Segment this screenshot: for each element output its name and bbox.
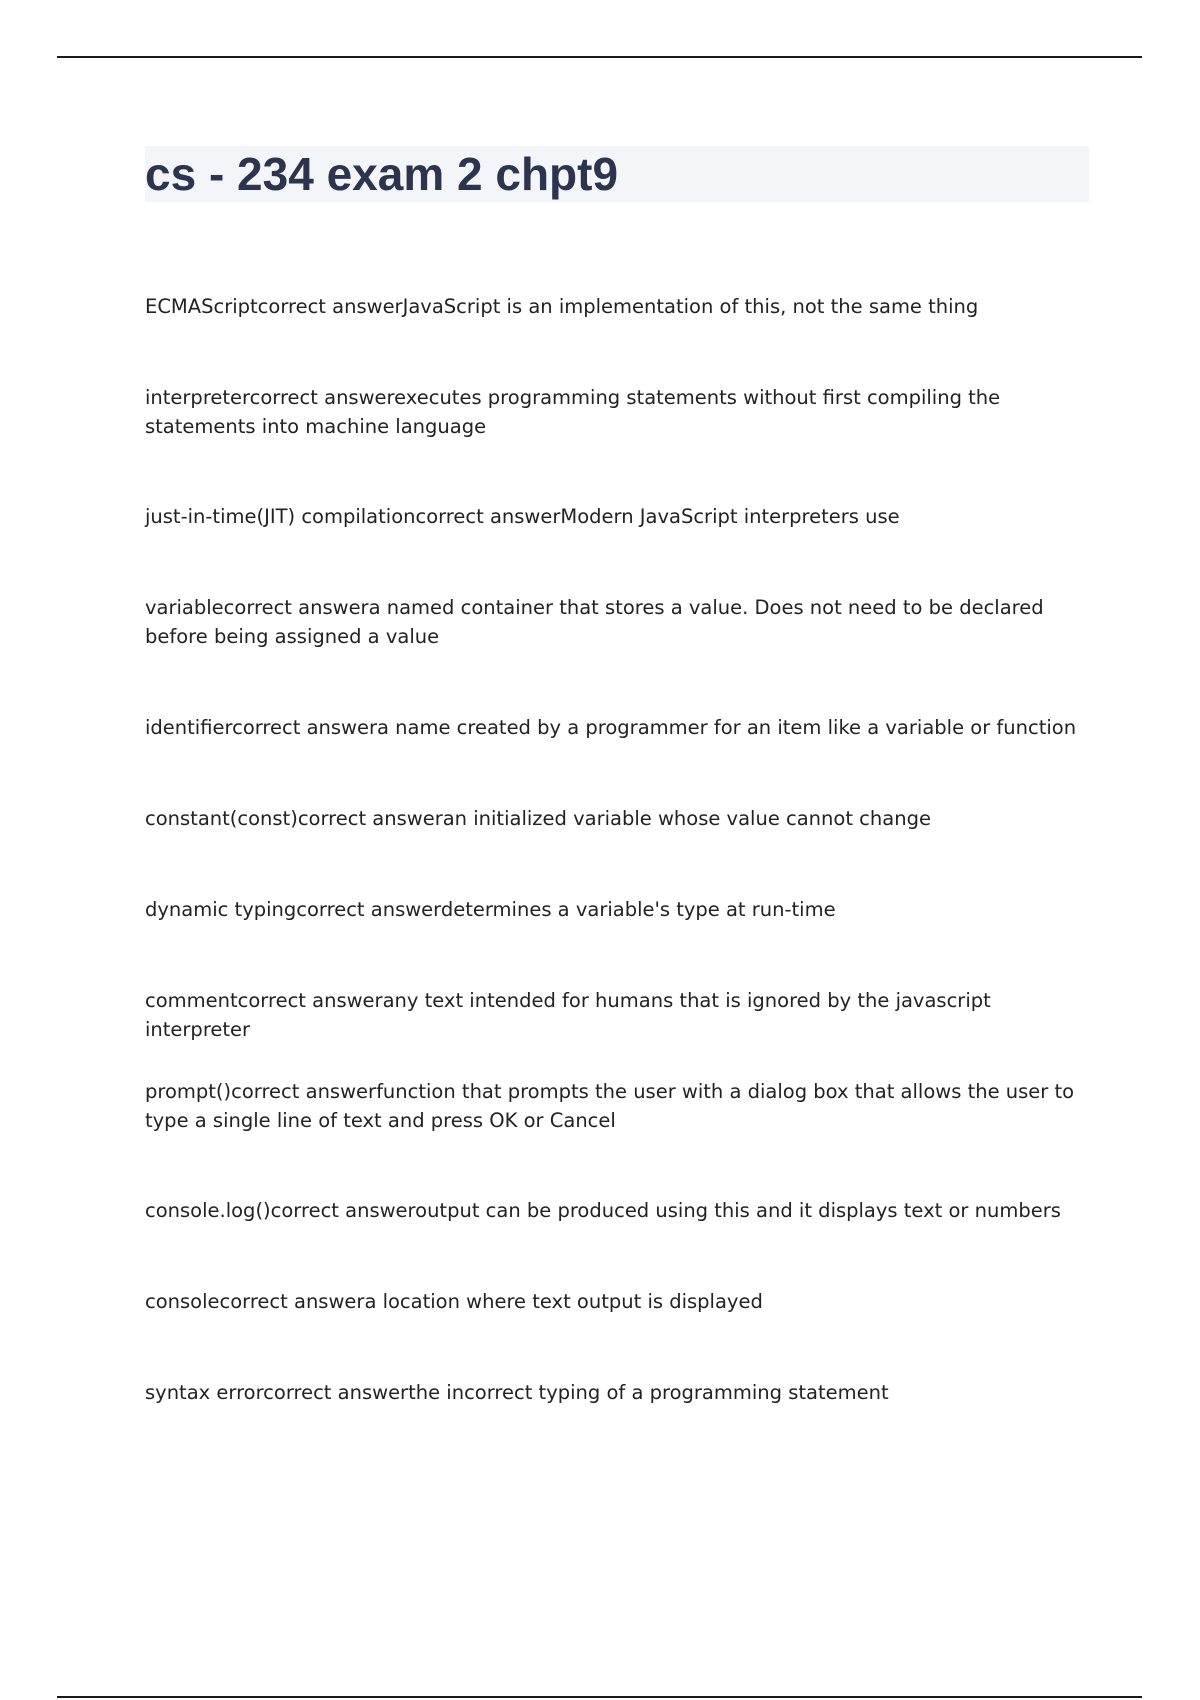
card-separator: correct answer — [249, 386, 395, 409]
card-definition: executes programming statements without first compiling the statements into machine language — [145, 386, 1001, 438]
card-definition: JavaScript is an implementation of this, not the same thing — [402, 295, 979, 318]
card-definition: output can be produced using this and it displays text or numbers — [415, 1199, 1061, 1222]
flashcard-variable — [145, 593, 1095, 651]
card-separator: correct answer — [223, 596, 369, 619]
flashcard-ecmascript — [145, 292, 1095, 321]
flashcard-comment — [145, 986, 1095, 1044]
card-definition: an initialized variable whose value cannot change — [442, 807, 931, 830]
card-definition: the incorrect typing of a programming statement — [408, 1381, 889, 1404]
card-term: variable — [145, 596, 224, 619]
card-separator: correct answer — [231, 1080, 377, 1103]
card-term: identifier — [145, 716, 233, 739]
card-term: interpreter — [145, 386, 250, 409]
card-term: console — [145, 1290, 220, 1313]
card-definition: a named container that stores a value. Does not need to be declared before being assigned a value — [145, 596, 1044, 648]
flashcard-jit-compilation — [145, 502, 1095, 531]
card-separator: correct answer — [232, 716, 378, 739]
flashcard-interpreter — [145, 383, 1095, 441]
card-term: just-in-time(JIT) compilation — [145, 505, 416, 528]
card-definition: a location where text output is displayed — [364, 1290, 763, 1313]
flashcard-console — [145, 1287, 1095, 1316]
card-separator: correct answer — [237, 989, 383, 1012]
card-term: syntax error — [145, 1381, 264, 1404]
card-definition: determines a variable's type at run-time — [440, 898, 836, 921]
top-rule — [57, 56, 1142, 58]
document-title: cs - 234 exam 2 chpt9 — [145, 148, 619, 200]
flashcard-console-log — [145, 1196, 1095, 1225]
flashcard-constant — [145, 804, 1095, 833]
card-definition: function that prompts the user with a dialog box that allows the user to type a single line of text and press OK or Cancel — [145, 1080, 1075, 1132]
flashcard-syntax-error — [145, 1378, 1095, 1407]
card-separator: correct answer — [257, 295, 403, 318]
card-separator: correct answer — [263, 1381, 409, 1404]
card-term: dynamic typing — [145, 898, 297, 921]
flashcard-prompt — [145, 1077, 1095, 1135]
card-separator: correct answer — [297, 807, 443, 830]
card-separator: correct answer — [296, 898, 441, 921]
flashcard-identifier — [145, 713, 1095, 742]
flashcard-dynamic-typing — [145, 895, 1095, 924]
card-term: ECMAScript — [145, 295, 258, 318]
card-term: constant(const) — [145, 807, 298, 830]
card-separator: correct answer — [415, 505, 561, 528]
card-separator: correct answer — [270, 1199, 416, 1222]
card-definition: a name created by a programmer for an item like a variable or function — [377, 716, 1077, 739]
card-definition: Modern JavaScript interpreters use — [560, 505, 900, 528]
card-definition: any text intended for humans that is ignored by the javascript interpreter — [145, 989, 991, 1041]
card-term: console.log() — [145, 1199, 271, 1222]
bottom-rule — [57, 1696, 1142, 1698]
card-term: comment — [145, 989, 238, 1012]
card-separator: correct answer — [219, 1290, 365, 1313]
card-term: prompt() — [145, 1080, 232, 1103]
